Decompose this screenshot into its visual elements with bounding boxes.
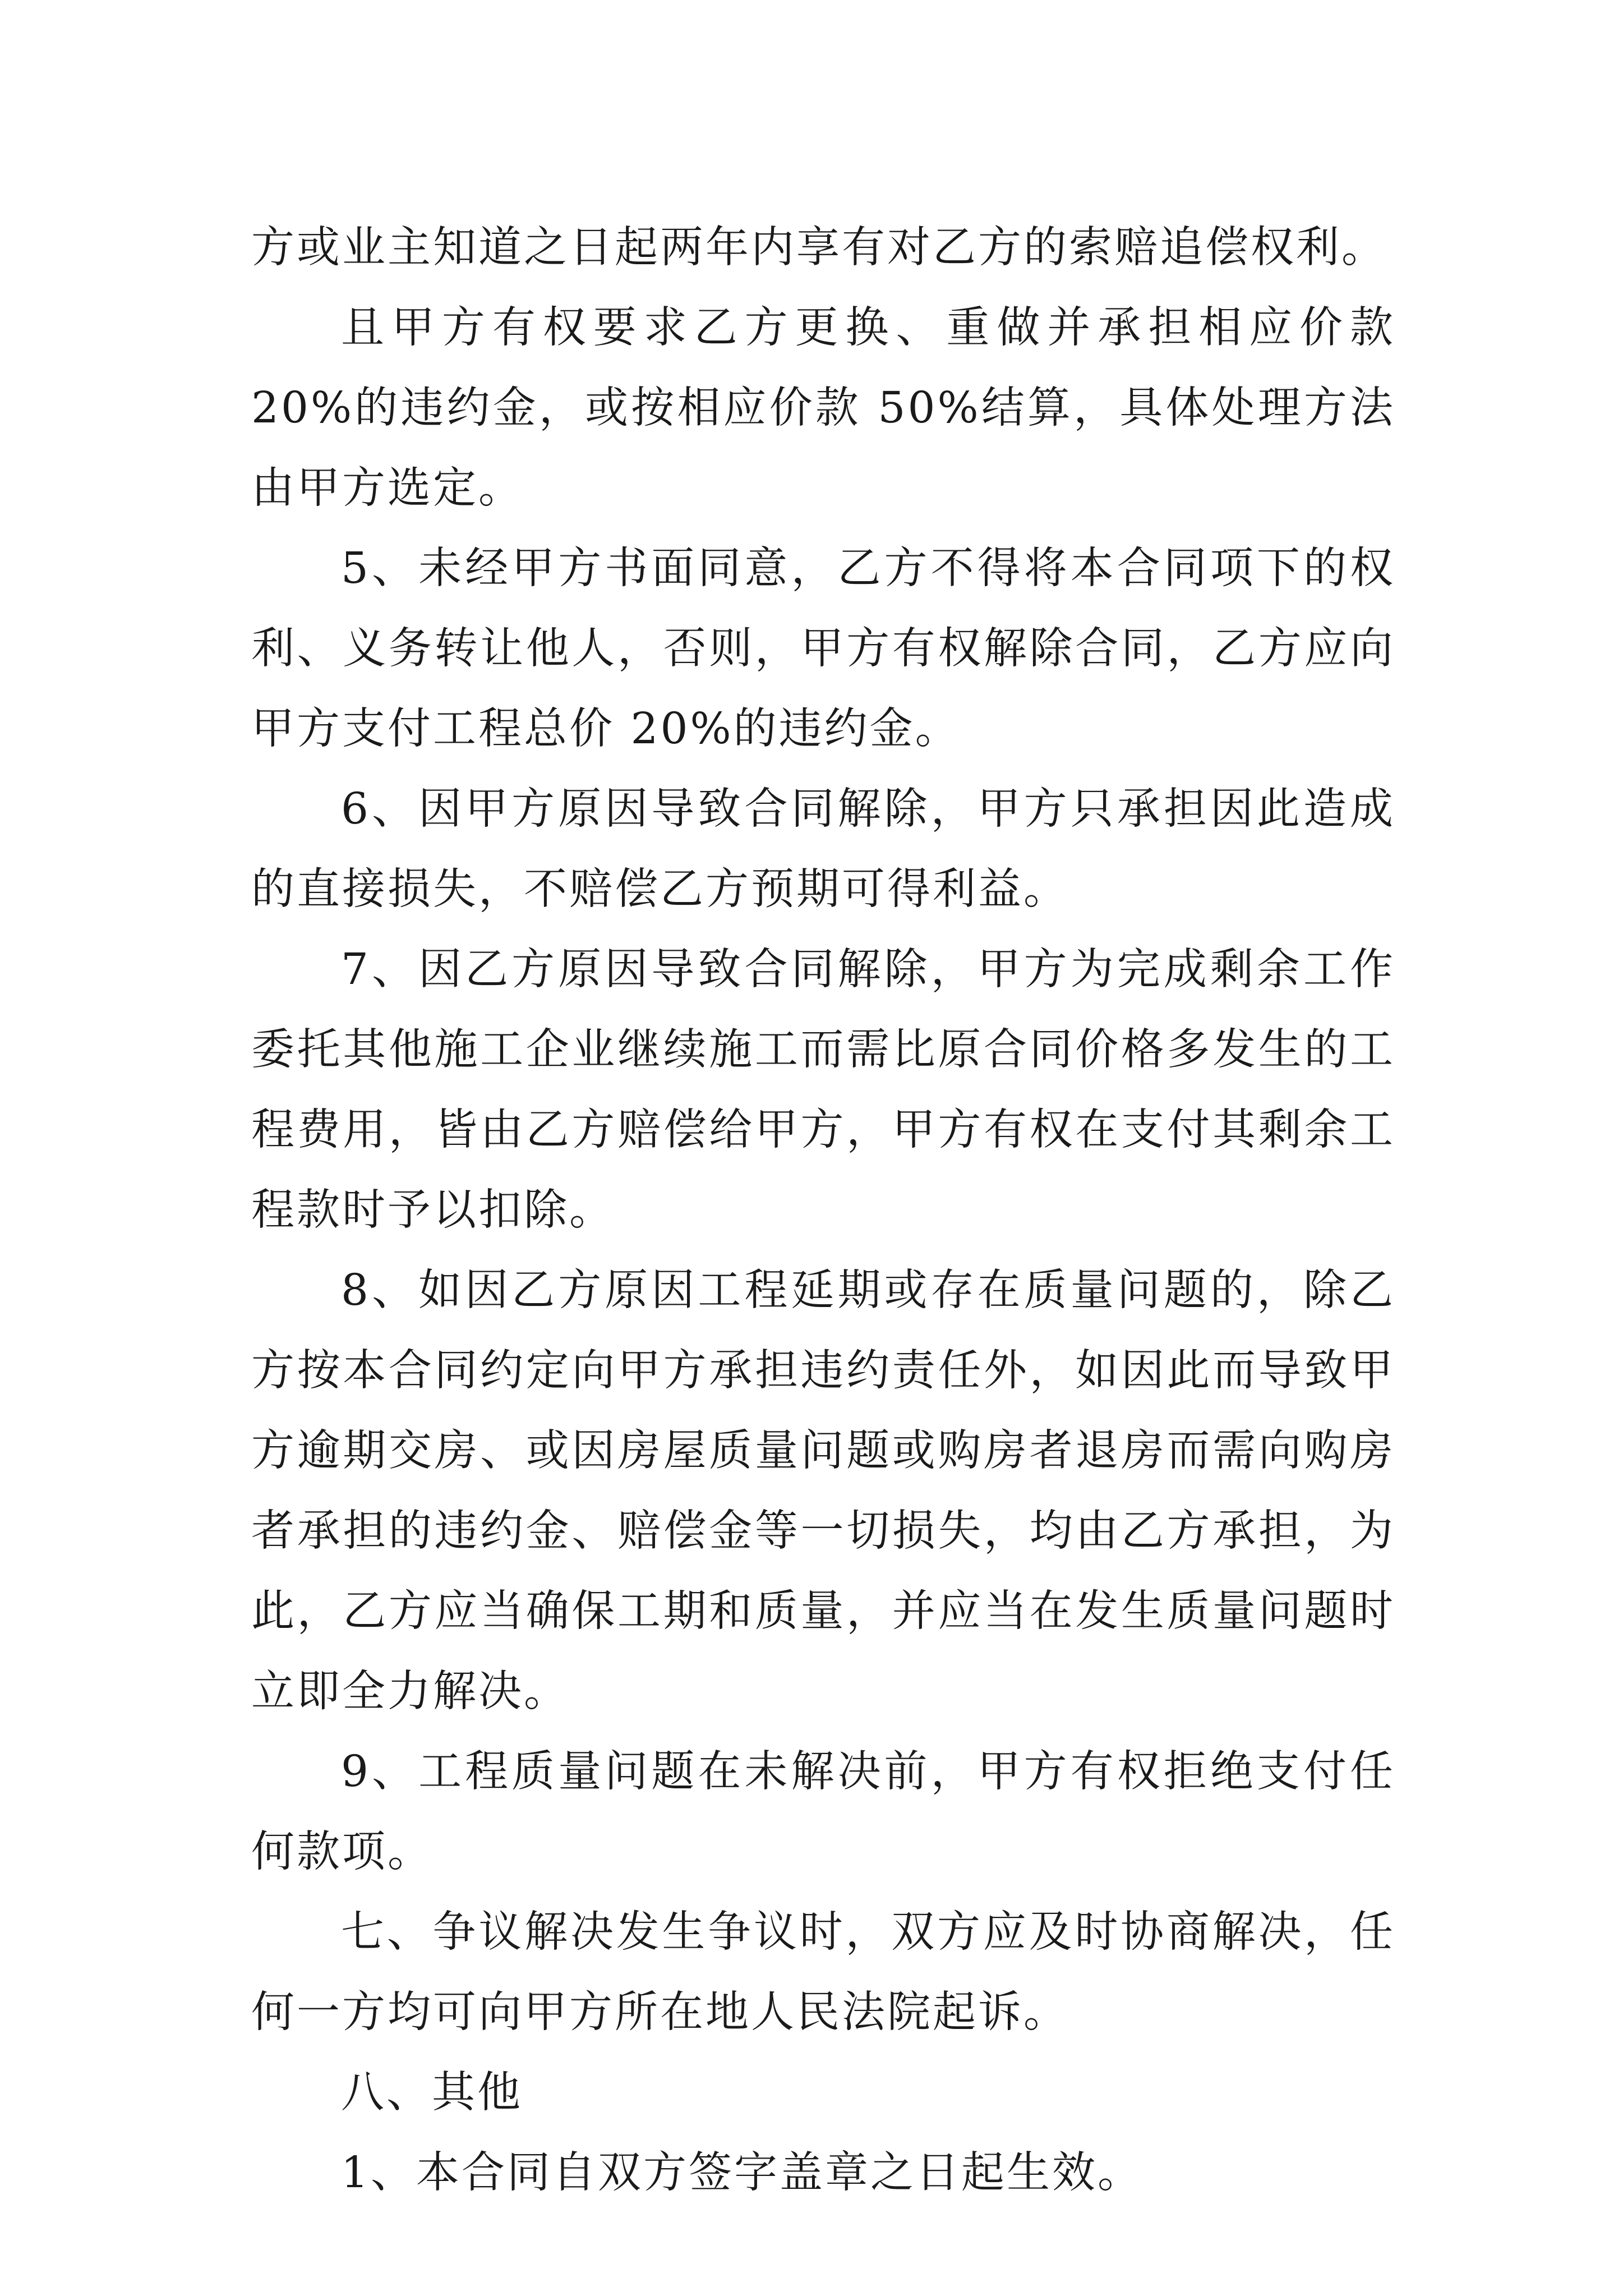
- paragraph-clause-9: 9、工程质量问题在未解决前，甲方有权拒绝支付任何款项。: [251, 1747, 1395, 1877]
- paragraph-section-7-dispute: 七、争议解决发生争议时，双方应及时协商解决，任何一方均可向甲方所在地人民法院起诉。: [251, 1907, 1395, 2037]
- paragraph-replacement-penalty: 且甲方有权要求乙方更换、重做并承担相应价款 20%的违约金，或按相应价款 50%结算，具体处理方法由甲方选定。: [251, 303, 1395, 513]
- paragraph-clause-7: 7、因乙方原因导致合同解除，甲方为完成剩余工作委托其他施工企业继续施工而需比原合同价格多发生的工程费用，皆由乙方赔偿给甲方，甲方有权在支付其剩余工程款时予以扣除。: [251, 945, 1395, 1235]
- document-body: [251, 208, 1395, 2213]
- paragraph-section-8-clause-1: 1、本合同自双方签字盖章之日起生效。: [341, 2148, 1143, 2198]
- paragraph-clause-5: 5、未经甲方书面同意，乙方不得将本合同项下的权利、义务转让他人，否则，甲方有权解除合同，乙方应向甲方支付工程总价 20%的违约金。: [251, 544, 1395, 754]
- paragraph-section-8-heading: 八、其他: [341, 2068, 523, 2118]
- paragraph-clause-6: 6、因甲方原因导致合同解除，甲方只承担因此造成的直接损失，不赔偿乙方预期可得利益。: [251, 784, 1395, 914]
- paragraph-clause-8: 8、如因乙方原因工程延期或存在质量问题的，除乙方按本合同约定向甲方承担违约责任外，如因此而导致甲方逾期交房、或因房屋质量问题或购房者退房而需向购房者承担的违约金、赔偿金等一切损失，均由乙方承担，为此，乙方应当确保工期和质量，并应当在发生质量问题时立即全力解决。: [251, 1266, 1395, 1717]
- paragraph-continuation: 方或业主知道之日起两年内享有对乙方的索赔追偿权利。: [251, 223, 1387, 273]
